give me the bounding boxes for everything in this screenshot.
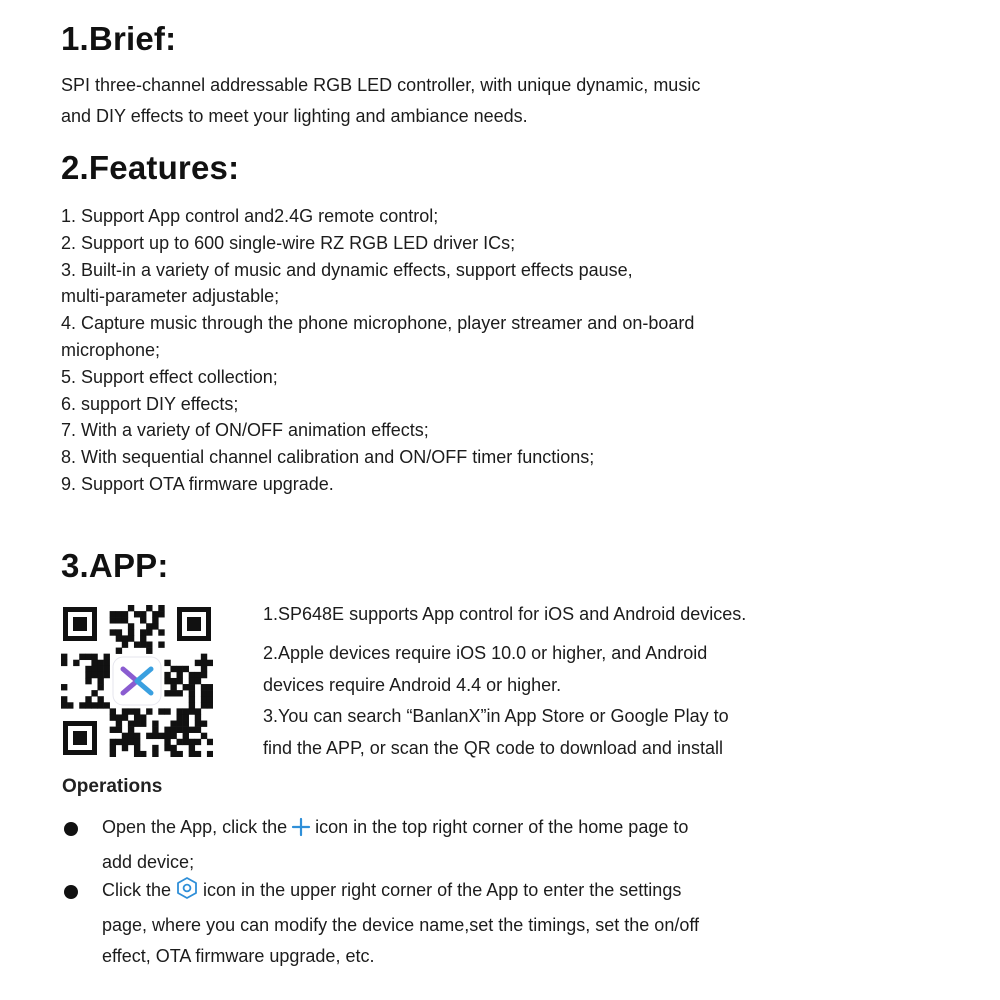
feature-item: microphone; <box>61 339 161 360</box>
app-download-qr-code[interactable] <box>61 605 213 757</box>
feature-item: multi-parameter adjustable; <box>61 286 280 307</box>
op2-text-after: icon in the upper right corner of the App to enter the settings <box>203 880 682 900</box>
op1-text-after: icon in the top right corner of the home page to <box>315 817 689 837</box>
operation-item-1 <box>102 812 742 878</box>
settings-hexagon-icon <box>175 876 199 910</box>
operations-title: Operations <box>62 776 163 797</box>
app-heading: 3.APP: <box>61 547 169 584</box>
features-list <box>61 203 761 498</box>
feature-item: 3. Built-in a variety of music and dynamic effects, support effects pause, <box>61 259 633 280</box>
feature-item: 2. Support up to 600 single-wire RZ RGB LED driver ICs; <box>61 232 516 253</box>
op2-text-before: Click the <box>102 880 172 900</box>
op2-text-line3: effect, OTA firmware upgrade, etc. <box>102 946 375 966</box>
app-info-line-2: 2.Apple devices require iOS 10.0 or higher, and Android <box>263 643 708 663</box>
feature-item: 7. With a variety of ON/OFF animation effects; <box>61 420 429 441</box>
feature-item: 6. support DIY effects; <box>61 393 239 414</box>
op2-text-line2: page, where you can modify the device name,set the timings, set the on/off <box>102 915 700 935</box>
feature-item: 9. Support OTA firmware upgrade. <box>61 473 334 494</box>
brief-line-2: and DIY effects to meet your lighting and ambiance needs. <box>61 106 528 126</box>
op1-text-before: Open the App, click the <box>102 817 288 837</box>
banlanx-x-logo-icon <box>113 657 161 705</box>
feature-item: 5. Support effect collection; <box>61 366 278 387</box>
app-info-line-3: devices require Android 4.4 or higher. <box>263 675 562 695</box>
bullet-icon <box>64 885 78 899</box>
app-info-line-5: find the APP, or scan the QR code to download and install <box>263 738 723 758</box>
brief-line-1: SPI three-channel addressable RGB LED controller, with unique dynamic, music <box>61 75 701 95</box>
qr-code-image <box>61 605 213 757</box>
op1-text-line2: add device; <box>102 852 195 872</box>
feature-item: 1. Support App control and2.4G remote control; <box>61 206 439 226</box>
bullet-icon <box>64 822 78 836</box>
brief-heading: 1.Brief: <box>61 20 177 57</box>
feature-item: 4. Capture music through the phone microphone, player streamer and on-board <box>61 313 695 334</box>
operation-item-2 <box>102 875 742 972</box>
feature-item: 8. With sequential channel calibration and ON/OFF timer functions; <box>61 447 595 468</box>
app-info-line-4: 3.You can search “BanlanX”in App Store or Google Play to <box>263 706 729 726</box>
app-info-line-1: 1.SP648E supports App control for iOS and Android devices. <box>263 604 747 624</box>
plus-icon <box>291 816 311 847</box>
features-heading: 2.Features: <box>61 149 240 186</box>
